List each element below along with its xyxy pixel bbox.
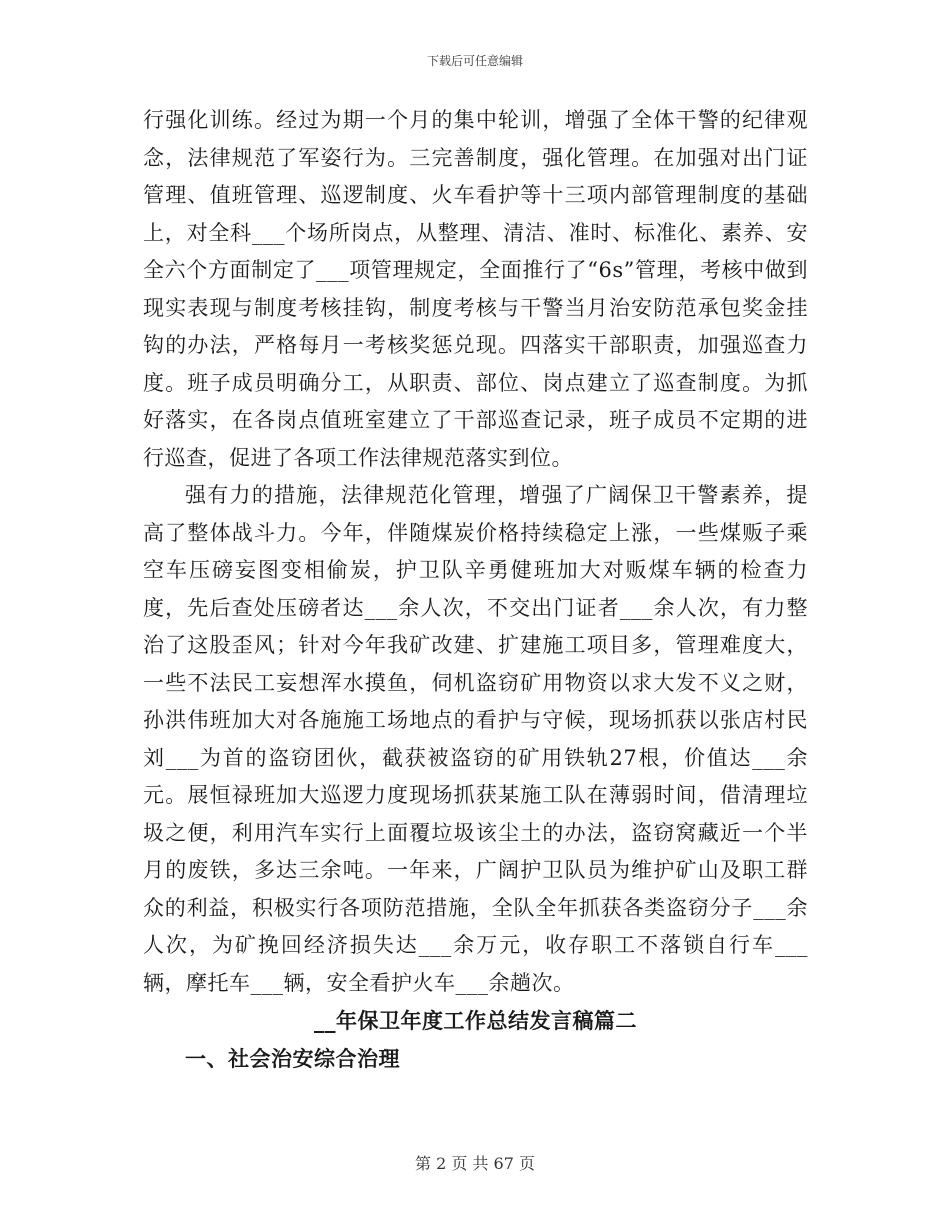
section-title: __年保卫年度工作总结发言稿篇二: [314, 1008, 637, 1033]
page-footer: 第 2 页 共 67 页: [415, 1154, 535, 1173]
page-header: 下载后可任意编辑: [426, 54, 523, 68]
document-body: [143, 102, 808, 1077]
body-paragraph: 行强化训练。经过为期一个月的集中轮训，增强了全体干警的纪律观念，法律规范了军姿行为。三完善制度，强化管理。在加强对出门证管理、值班管理、巡逻制度、火车看护等十三项内部管理制度的基础上，对全科___个场所岗点，从整理、清洁、准时、标准化、素养、安全六个方面制定了___项管理规定，全面推行了“6s”管理，考核中做到现实表现与制度考核挂钩，制度考核与干警当月治安防范承包奖金挂钩的办法，严格每月一考核奖惩兑现。四落实干部职责，加强巡查力度。班子成员明确分工，从职责、部位、岗点建立了巡查制度。为抓好落实，在各岗点值班室建立了干部巡查记录，班子成员不定期的进行巡查，促进了各项工作法律规范落实到位。: [143, 108, 808, 470]
subsection-title: 一、社会治安综合治理: [185, 1045, 400, 1071]
body-paragraph: 强有力的措施，法律规范化管理，增强了广阔保卫干警素养，提高了整体战斗力。今年，伴随煤炭价格持续稳定上涨，一些煤贩子乘空车压磅妄图变相偷炭，护卫队辛勇健班加大对贩煤车辆的检查力度，先后查处压磅者达___余人次，不交出门证者___余人次，有力整治了这股歪风；针对今年我矿改建、扩建施工项目多，管理难度大，一些不法民工妄想浑水摸鱼，伺机盗窃矿用物资以求大发不义之财，孙洪伟班加大对各施施工场地点的看护与守候，现场抓获以张店村民刘___为首的盗窃团伙，截获被盗窃的矿用铁轨27根，价值达___余元。展恒禄班加大巡逻力度现场抓获某施工队在薄弱时间，借清理垃圾之便，利用汽车实行上面覆垃圾该尘土的办法，盗窃窝藏近一个半月的废铁，多达三余吨。一年来，广阔护卫队员为维护矿山及职工群众的利益，积极实行各项防范措施，全队全年抓获各类盗窃分子___余人次，为矿挽回经济损失达___余万元，收存职工不落锁自行车___辆，摩托车___辆，安全看护火车___余趟次。: [143, 483, 808, 995]
